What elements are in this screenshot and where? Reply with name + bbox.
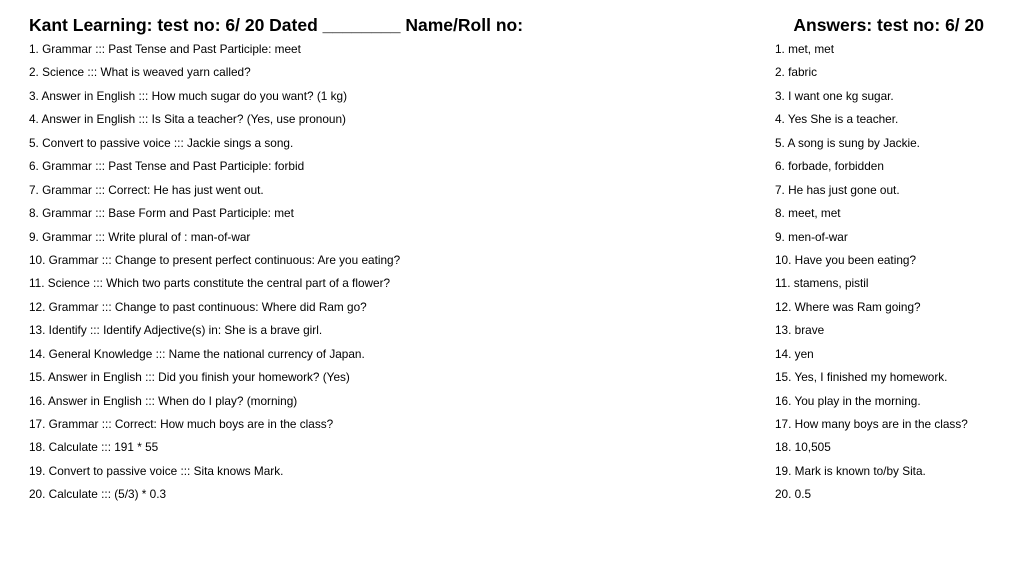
answer-item: 1. met, met bbox=[775, 42, 835, 56]
question-item: 12. Grammar ::: Change to past continuous: Where did Ram go? bbox=[29, 299, 367, 314]
question-list bbox=[29, 38, 749, 507]
answer-list bbox=[775, 38, 1015, 507]
answer-item: 7. He has just gone out. bbox=[775, 182, 900, 197]
question-item: 11. Science ::: Which two parts constitute the central part of a flower? bbox=[29, 276, 391, 291]
question-item: 9. Grammar ::: Write plural of : man-of-war bbox=[29, 229, 251, 244]
answer-item: 9. men-of-war bbox=[775, 229, 848, 244]
question-item: 17. Grammar ::: Correct: How much boys are in the class? bbox=[29, 417, 334, 431]
answer-item: 11. stamens, pistil bbox=[775, 276, 869, 291]
question-item: 19. Convert to passive voice ::: Sita knows Mark. bbox=[29, 463, 284, 478]
question-item: 7. Grammar ::: Correct: He has just went out. bbox=[29, 182, 264, 197]
question-item: 10. Grammar ::: Change to present perfect continuous: Are you eating? bbox=[29, 252, 401, 267]
question-item: 3. Answer in English ::: How much sugar do you want? (1 kg) bbox=[29, 88, 348, 103]
answer-item: 5. A song is sung by Jackie. bbox=[775, 135, 920, 150]
answer-item: 16. You play in the morning. bbox=[775, 393, 921, 408]
question-item: 5. Convert to passive voice ::: Jackie sings a song. bbox=[29, 135, 294, 150]
answer-item: 20. 0.5 bbox=[775, 487, 812, 502]
answer-item: 18. 10,505 bbox=[775, 440, 831, 455]
answer-item: 3. I want one kg sugar. bbox=[775, 88, 894, 103]
question-item: 15. Answer in English ::: Did you finish your homework? (Yes) bbox=[29, 370, 350, 385]
question-item: 2. Science ::: What is weaved yarn called? bbox=[29, 65, 251, 80]
answer-item: 15. Yes, I finished my homework. bbox=[775, 370, 948, 385]
question-item: 1. Grammar ::: Past Tense and Past Participle: meet bbox=[29, 42, 301, 56]
answer-item: 19. Mark is known to/by Sita. bbox=[775, 463, 926, 478]
worksheet-title: Kant Learning: test no: 6/ 20 Dated ________ Name/Roll no: bbox=[29, 15, 524, 35]
answer-item: 13. brave bbox=[775, 323, 825, 338]
question-item: 6. Grammar ::: Past Tense and Past Participle: forbid bbox=[29, 159, 305, 174]
answer-item: 14. yen bbox=[775, 346, 814, 361]
answer-item: 4. Yes She is a teacher. bbox=[775, 112, 899, 127]
question-item: 20. Calculate ::: (5/3) * 0.3 bbox=[29, 487, 167, 502]
answer-item: 10. Have you been eating? bbox=[775, 252, 917, 267]
answer-item: 6. forbade, forbidden bbox=[775, 159, 884, 174]
question-item: 16. Answer in English ::: When do I play? (morning) bbox=[29, 393, 298, 408]
answers-title: Answers: test no: 6/ 20 bbox=[793, 15, 984, 35]
answer-item: 12. Where was Ram going? bbox=[775, 299, 921, 314]
question-item: 8. Grammar ::: Base Form and Past Participle: met bbox=[29, 206, 294, 221]
answer-item: 17. How many boys are in the class? bbox=[775, 417, 968, 431]
answer-item: 2. fabric bbox=[775, 65, 817, 80]
question-item: 14. General Knowledge ::: Name the national currency of Japan. bbox=[29, 346, 365, 361]
question-item: 18. Calculate ::: 191 * 55 bbox=[29, 440, 159, 455]
answer-item: 8. meet, met bbox=[775, 206, 841, 221]
question-item: 13. Identify ::: Identify Adjective(s) in: She is a brave girl. bbox=[29, 323, 323, 338]
question-item: 4. Answer in English ::: Is Sita a teacher? (Yes, use pronoun) bbox=[29, 112, 346, 127]
